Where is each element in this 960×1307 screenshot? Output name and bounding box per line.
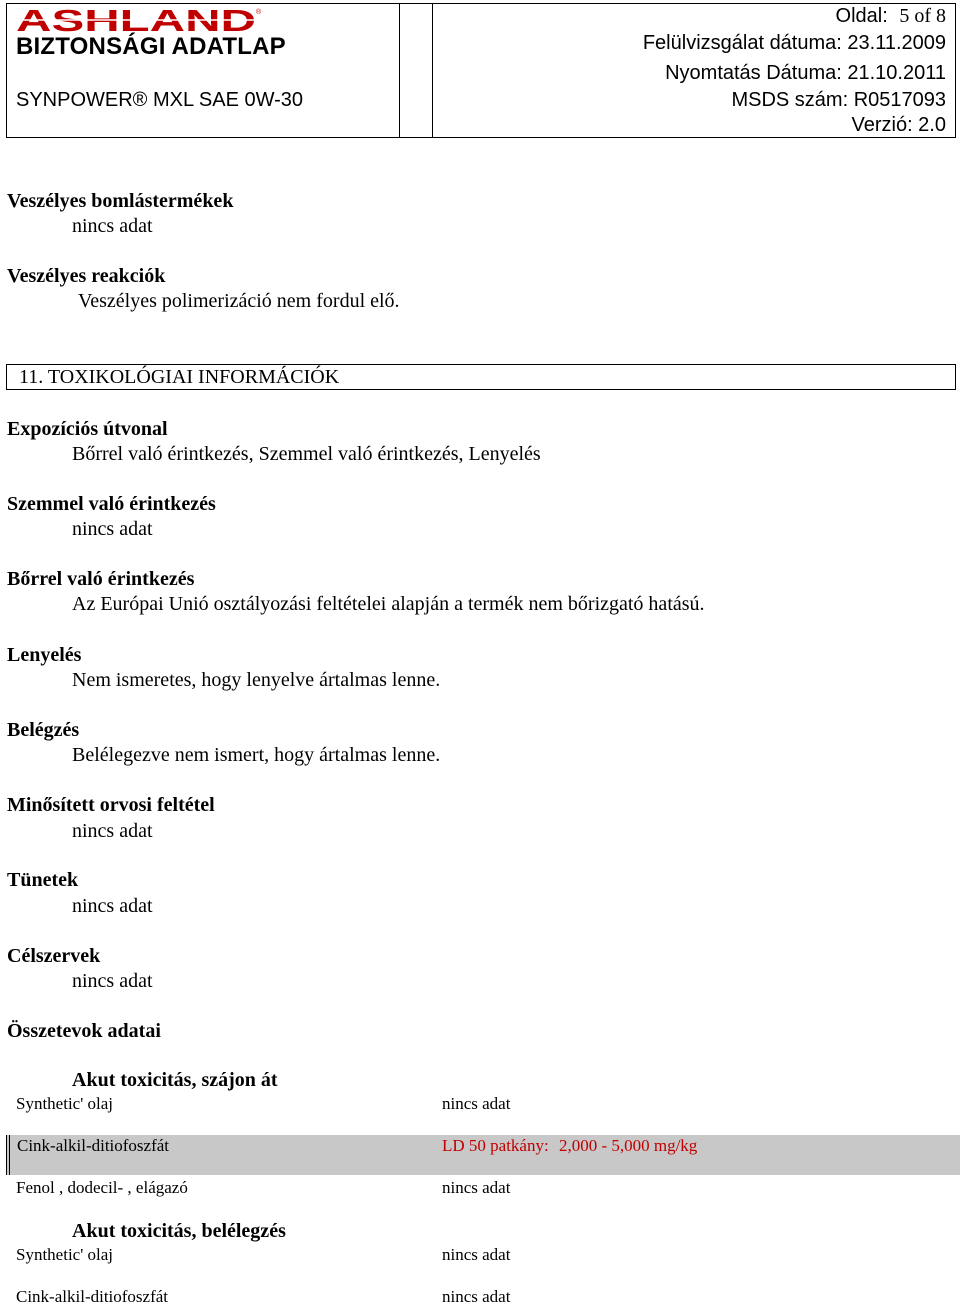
value-hazardous-reactions: Veszélyes polimerizáció nem fordul elő. [78,290,400,312]
component-value [442,1136,697,1156]
label-ingestion: Lenyelés [7,644,82,666]
component-name: Cink-alkil-ditiofoszfát [16,1287,169,1306]
label-target-organs: Célszervek [7,945,101,967]
value-exposure-route: Bőrrel való érintkezés, Szemmel való érintkezés, Lenyelés [72,443,541,465]
ld50-value: 2,000 - 5,000 mg/kg [558,1136,698,1155]
label-inhalation: Belégzés [7,719,80,741]
component-value: nincs adat [442,1245,511,1264]
version: Verzió: 2.0 [851,114,946,136]
components-heading: Összetevok adatai [7,1020,161,1042]
component-value: nincs adat [442,1178,511,1197]
table-row [6,1178,956,1202]
value-inhalation: Belélegezve nem ismert, hogy ártalmas lenne. [72,744,441,766]
ld50-label: LD 50 patkány: [442,1136,549,1155]
component-name: Synthetic' olaj [16,1245,114,1264]
label-medical-condition: Minősített orvosi feltétel [7,794,215,816]
label-symptoms: Tünetek [7,869,79,891]
value-symptoms: nincs adat [72,895,153,917]
table-row [6,1287,956,1306]
component-name: Cink-alkil-ditiofoszfát [17,1136,170,1155]
value-eye-contact: nincs adat [72,518,153,540]
component-value: nincs adat [442,1287,511,1306]
label-skin-contact: Bőrrel való érintkezés [7,568,195,590]
inhalation-toxicity-title: Akut toxicitás, belélegzés [72,1220,286,1242]
svg-text:ASHLAND: ASHLAND [16,5,256,33]
section-title: 11. TOXIKOLÓGIAI INFORMÁCIÓK [19,366,340,388]
table-row-highlighted [6,1135,960,1175]
page-value: 5 of 8 [899,5,946,27]
print-date: Nyomtatás Dátuma: 21.10.2011 [665,62,946,84]
value-ingestion: Nem ismeretes, hogy lenyelve ártalmas lenne. [72,669,441,691]
svg-text:®: ® [256,9,262,16]
component-name: Fenol , dodecil- , elágazó [16,1178,188,1197]
value-medical-condition: nincs adat [72,820,153,842]
msds-number: MSDS szám: R0517093 [731,89,946,111]
label-hazardous-reactions: Veszélyes reakciók [7,265,166,287]
document-header [6,3,956,138]
ashland-logo [16,5,262,33]
label-eye-contact: Szemmel való érintkezés [7,493,216,515]
page-label: Oldal: [835,5,888,27]
oral-toxicity-title: Akut toxicitás, szájon át [72,1069,278,1091]
revision-date: Felülvizsgálat dátuma: 23.11.2009 [642,32,946,54]
table-row [6,1245,956,1269]
page-indicator [836,5,946,28]
label-hazardous-decomposition: Veszélyes bomlástermékek [7,190,234,212]
value-target-organs: nincs adat [72,970,153,992]
table-row [6,1094,956,1118]
value-hazardous-decomposition: nincs adat [72,215,153,237]
document-title: BIZTONSÁGI ADATLAP [16,33,286,60]
section-11-header [6,364,956,390]
header-middle-cell [399,3,433,138]
label-exposure-route: Expozíciós útvonal [7,418,168,440]
value-skin-contact: Az Európai Unió osztályozási feltételei alapján a termék nem bőrizgató hatású. [72,593,705,615]
component-value: nincs adat [442,1094,511,1113]
product-name: SYNPOWER® MXL SAE 0W-30 [16,89,304,111]
component-name: Synthetic' olaj [16,1094,114,1113]
